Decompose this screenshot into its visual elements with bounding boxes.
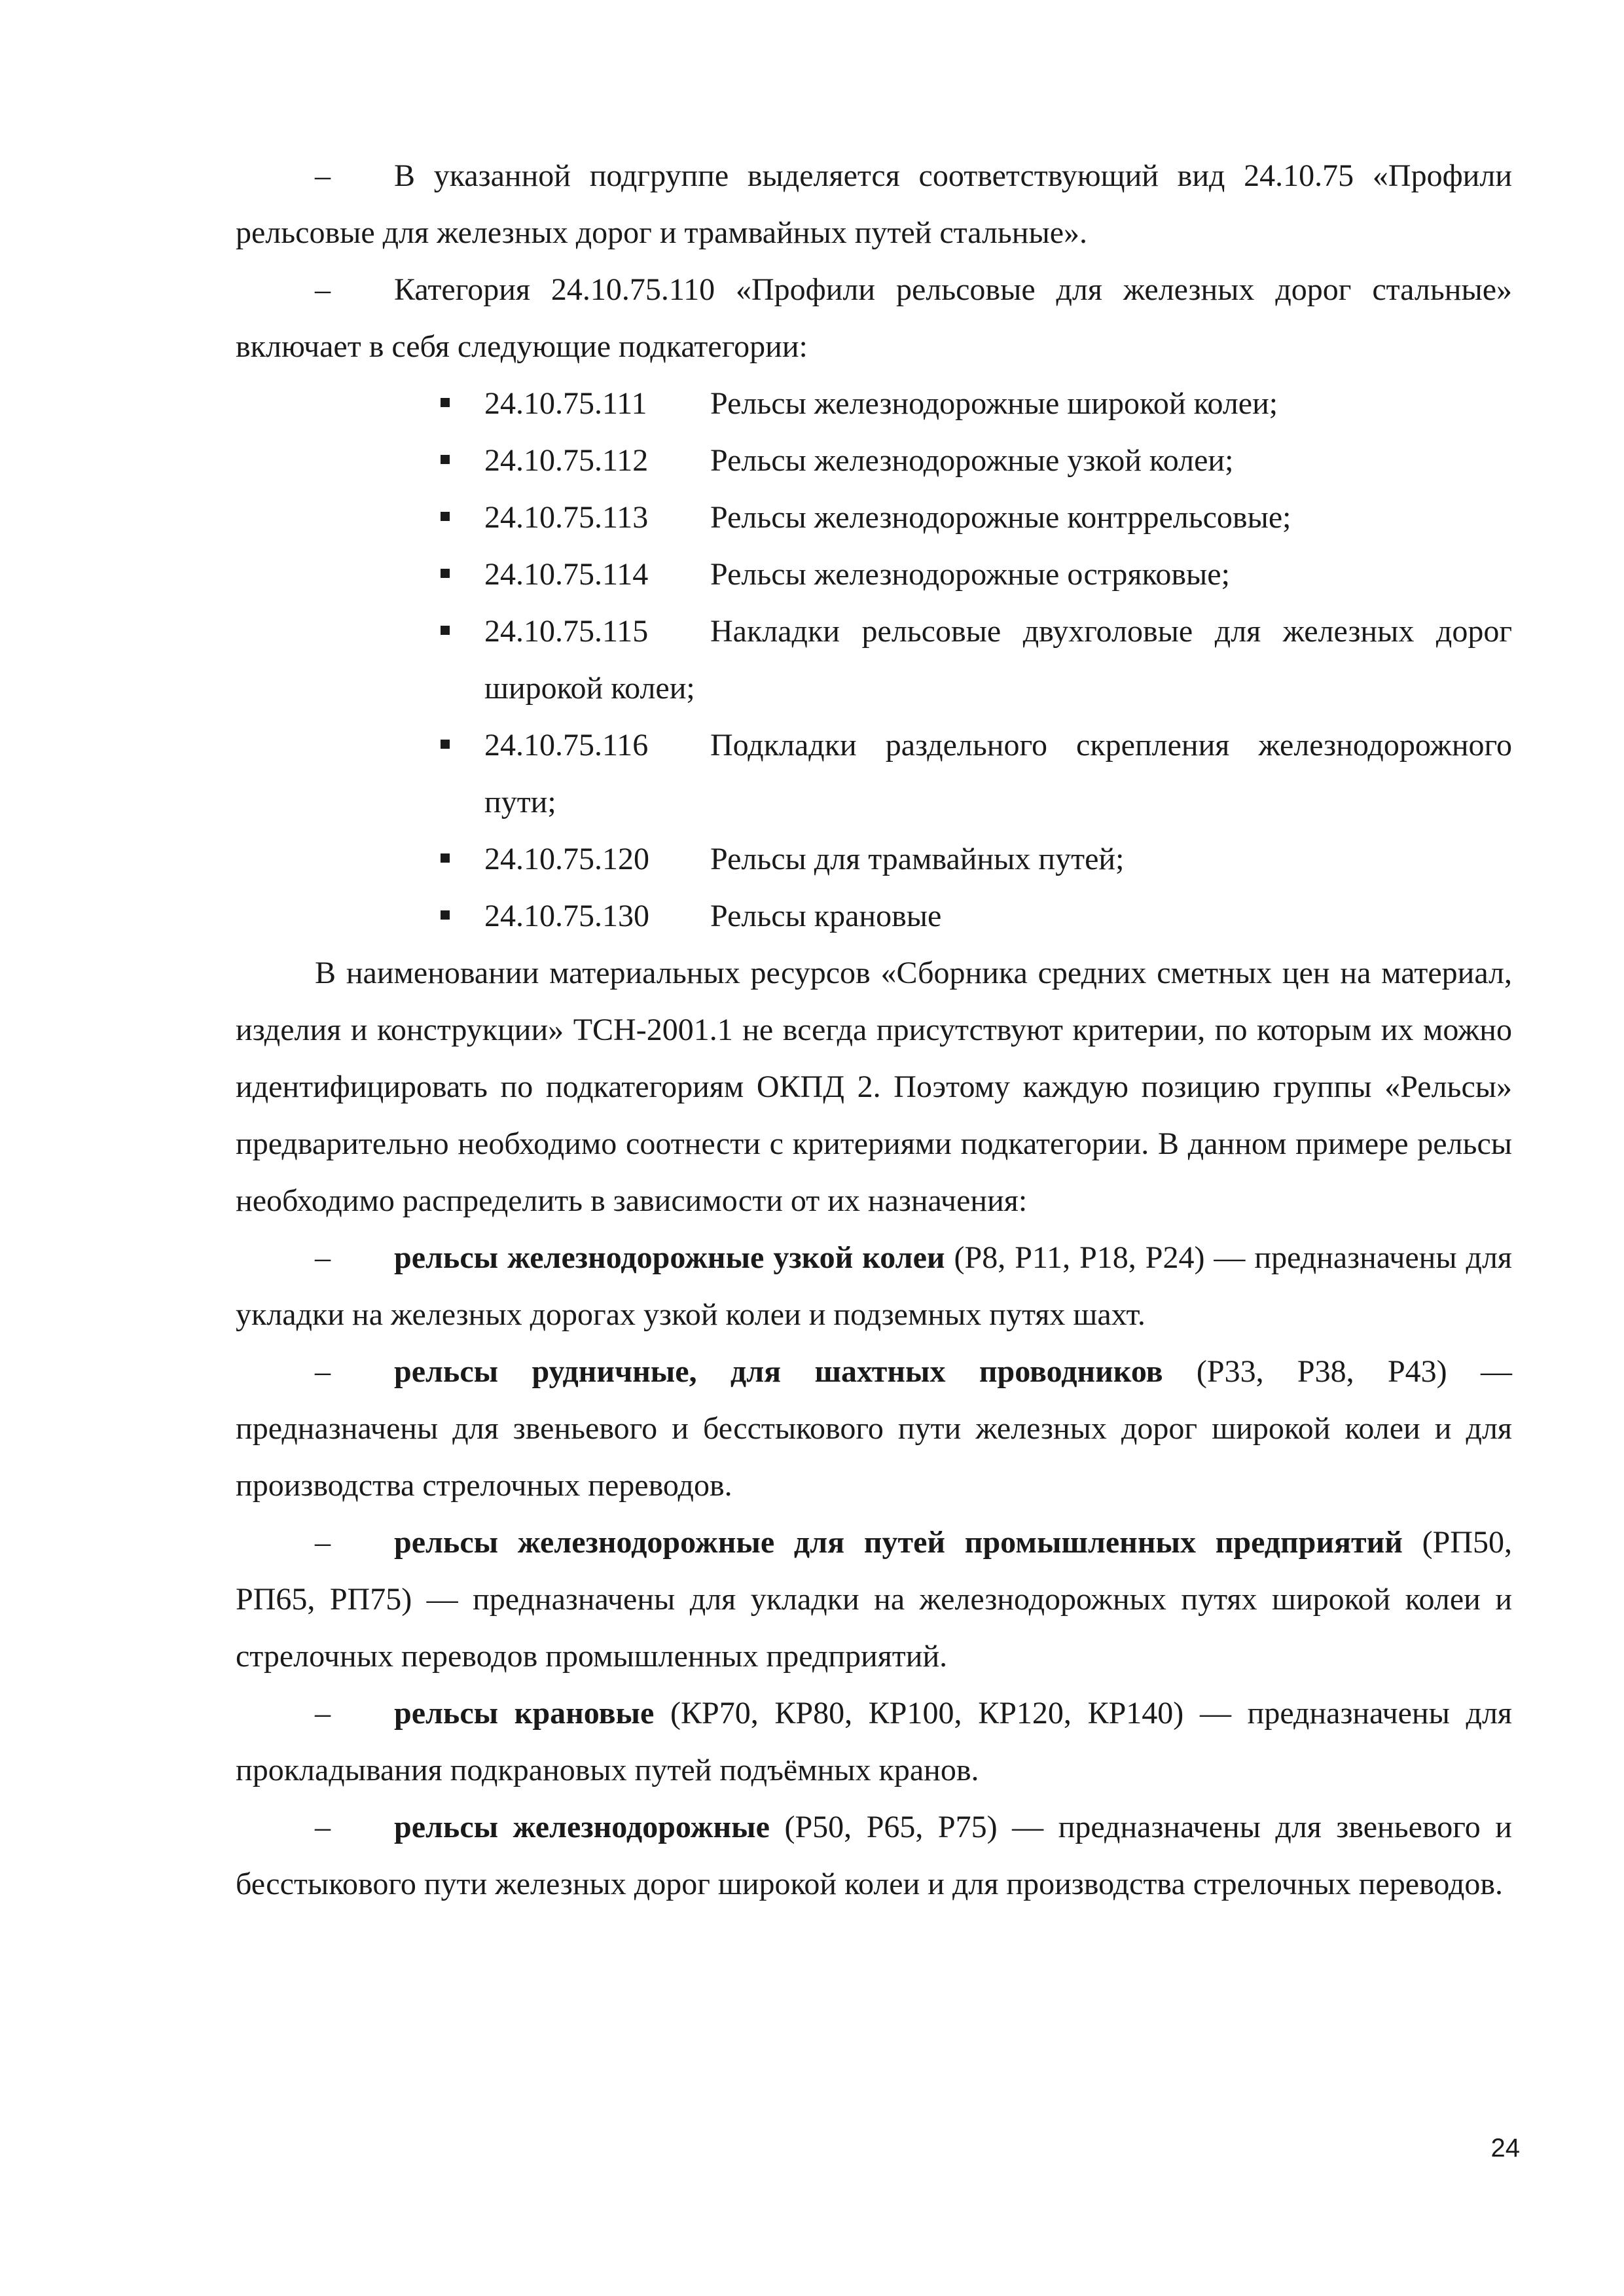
- subcategory-desc-continued: широкой колеи;: [484, 671, 695, 706]
- rail-type-item: [236, 1514, 1512, 1685]
- rail-type-description: (РП50, РП65, РП75) — предназначены для укладки на железнодорожных путях широкой колеи и стрелочных переводов промышленных предприятий.: [236, 1525, 1513, 1674]
- subcategory-desc: Рельсы крановые: [710, 899, 942, 933]
- subcategory-desc: Рельсы для трамвайных путей;: [710, 842, 1125, 876]
- square-bullet-icon: [441, 740, 450, 749]
- rail-type-item: [236, 1343, 1512, 1514]
- list-item: [236, 603, 1512, 717]
- list-item: [236, 717, 1512, 831]
- dash-marker: –: [315, 1810, 331, 1844]
- list-item: [236, 375, 1512, 432]
- square-bullet-icon: [441, 626, 450, 635]
- rail-type-name: рельсы железнодорожные: [394, 1810, 770, 1844]
- rail-type-item: [236, 1229, 1512, 1343]
- subcategory-code: 24.10.75.114: [484, 557, 649, 592]
- rail-type-name: рельсы крановые: [394, 1696, 655, 1731]
- subcategory-desc: Накладки рельсовые двухголовые для железных дорог: [710, 614, 1512, 649]
- dash-marker: –: [315, 1525, 331, 1560]
- square-bullet-icon: [441, 569, 450, 578]
- rail-type-description: (Р50, Р65, Р75) — предназначены для звеньевого и бесстыкового пути железных дорог широкой колеи и для производства стрелочных переводов.: [236, 1810, 1512, 1901]
- rail-type-description: (Р8, Р11, Р18, Р24) — предназначены для укладки на железных дорогах узкой колеи и подземных путях шахт.: [236, 1240, 1513, 1332]
- rail-type-description: (КР70, КР80, КР100, КР120, КР140) — предназначены для прокладывания подкрановых путей подъёмных кранов.: [236, 1696, 1513, 1787]
- subcategory-code: 24.10.75.116: [484, 728, 649, 762]
- subcategory-list: [236, 375, 1512, 944]
- subcategory-desc: Рельсы железнодорожные контррельсовые;: [710, 500, 1291, 535]
- list-item: [236, 432, 1512, 489]
- subcategory-desc-continued: пути;: [484, 785, 556, 819]
- subcategory-code: 24.10.75.112: [484, 443, 649, 478]
- subcategory-desc: Подкладки раздельного скрепления железнодорожного: [710, 728, 1512, 762]
- intro-item-text: В указанной подгруппе выделяется соответствующий вид 24.10.75 «Профили рельсовые для железных дорог и трамвайных путей стальные».: [236, 158, 1512, 250]
- dash-marker: –: [315, 1354, 331, 1389]
- list-item: [236, 546, 1512, 603]
- list-item: [236, 831, 1512, 888]
- body-paragraph: В наименовании материальных ресурсов «Сборника средних сметных цен на материал, изделия и конструкции» ТСН-2001.1 не всегда присутствуют критерии, по которым их можно идентифицировать по подкатегориям ОКПД 2. Поэтому каждую позицию группы «Рельсы» предварительно необходимо соотнести с критериями подкатегории. В данном примере рельсы необходимо распределить в зависимости от их назначения:: [236, 956, 1512, 1218]
- dash-marker: –: [315, 1240, 331, 1275]
- intro-item-subgroup: [236, 147, 1512, 261]
- subcategory-code: 24.10.75.113: [484, 500, 649, 535]
- square-bullet-icon: [441, 853, 450, 863]
- document-page: [236, 147, 1512, 1912]
- subcategory-desc: Рельсы железнодорожные остряковые;: [710, 557, 1230, 592]
- rail-type-name: рельсы железнодорожные узкой колеи: [394, 1240, 945, 1275]
- list-item: [236, 888, 1512, 944]
- subcategory-desc: Рельсы железнодорожные широкой колеи;: [710, 386, 1278, 421]
- rail-type-name: рельсы железнодорожные для путей промышленных предприятий: [394, 1525, 1403, 1560]
- intro-item-text: Категория 24.10.75.110 «Профили рельсовые для железных дорог стальные» включает в себя следующие подкатегории:: [236, 272, 1512, 364]
- dash-marker: –: [315, 1696, 331, 1731]
- dash-marker: –: [315, 158, 331, 193]
- rail-type-name: рельсы рудничные, для шахтных проводников: [394, 1354, 1163, 1389]
- rail-type-item: [236, 1799, 1512, 1912]
- subcategory-desc: Рельсы железнодорожные узкой колеи;: [710, 443, 1234, 478]
- rail-type-item: [236, 1685, 1512, 1799]
- square-bullet-icon: [441, 455, 450, 464]
- rail-type-description: (Р33, Р38, Р43) — предназначены для звеньевого и бесстыкового пути железных дорог широкой колеи и для производства стрелочных переводов.: [236, 1354, 1512, 1503]
- subcategory-code: 24.10.75.120: [484, 842, 649, 876]
- intro-item-category: [236, 261, 1512, 375]
- square-bullet-icon: [441, 910, 450, 920]
- subcategory-code: 24.10.75.130: [484, 899, 649, 933]
- square-bullet-icon: [441, 512, 450, 521]
- subcategory-code: 24.10.75.111: [484, 386, 647, 421]
- page-number: 24: [1490, 2134, 1520, 2162]
- dash-marker: –: [315, 272, 331, 307]
- subcategory-code: 24.10.75.115: [484, 614, 649, 649]
- square-bullet-icon: [441, 398, 450, 407]
- list-item: [236, 489, 1512, 546]
